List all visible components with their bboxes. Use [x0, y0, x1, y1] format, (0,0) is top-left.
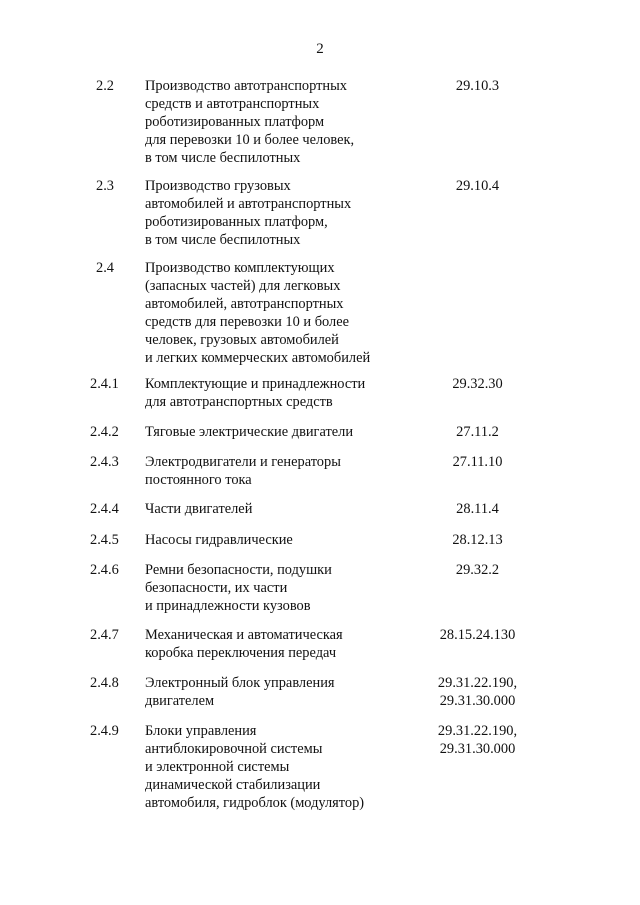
- item-name: Комплектующие и принадлежности для автотранспортных средств: [145, 376, 366, 410]
- item-number: 2.4.2: [90, 424, 119, 440]
- item-number: 2.4.9: [90, 723, 119, 739]
- item-code: 28.15.24.130: [439, 627, 516, 643]
- item-name: Производство комплектующих (запасных частей) для легковых автомобилей, автотранспортных средств для перевозки 10 и более человек, грузовых автомобилей и легких коммерческих автомобилей: [145, 260, 371, 366]
- item-code: 29.31.22.190, 29.31.30.000: [437, 723, 518, 757]
- item-number: 2.4.5: [90, 532, 119, 548]
- item-name: Производство грузовых автомобилей и автотранспортных роботизированных платформ, в том числе беспилотных: [145, 178, 352, 248]
- item-name: Ремни безопасности, подушки безопасности, их части и принадлежности кузовов: [145, 562, 332, 614]
- item-number: 2.4.3: [90, 454, 119, 470]
- item-code: 29.31.22.190, 29.31.30.000: [437, 675, 518, 709]
- item-name: Электродвигатели и генераторы постоянного тока: [145, 454, 341, 488]
- page-number: 2: [316, 41, 324, 57]
- item-code: 28.12.13: [452, 532, 503, 548]
- item-number: 2.4.1: [90, 376, 119, 392]
- item-code: 27.11.2: [456, 424, 499, 440]
- item-number: 2.4.8: [90, 675, 119, 691]
- item-name: Тяговые электрические двигатели: [145, 424, 354, 440]
- item-code: 29.32.30: [452, 376, 503, 392]
- item-number: 2.4.7: [90, 627, 119, 643]
- item-name: Механическая и автоматическая коробка переключения передач: [145, 627, 343, 661]
- item-code: 27.11.10: [452, 454, 503, 470]
- item-name: Насосы гидравлические: [145, 532, 293, 548]
- item-number: 2.4.4: [90, 501, 119, 517]
- item-name: Блоки управления антиблокировочной системы и электронной системы динамической стабилизации автомобиля, гидроблок (модулятор): [145, 723, 365, 811]
- item-number: 2.4: [96, 260, 114, 276]
- item-code: 29.32.2: [455, 562, 500, 578]
- item-code: 28.11.4: [456, 501, 499, 517]
- item-number: 2.3: [96, 178, 114, 194]
- item-code: 29.10.4: [455, 178, 500, 194]
- item-name: Электронный блок управления двигателем: [145, 675, 335, 709]
- item-number: 2.2: [96, 78, 114, 94]
- item-name: Производство автотранспортных средств и автотранспортных роботизированных платформ для перевозки 10 и более человек, в том числе беспилотных: [145, 78, 355, 166]
- item-number: 2.4.6: [90, 562, 119, 578]
- item-name: Части двигателей: [145, 501, 253, 517]
- item-code: 29.10.3: [455, 78, 500, 94]
